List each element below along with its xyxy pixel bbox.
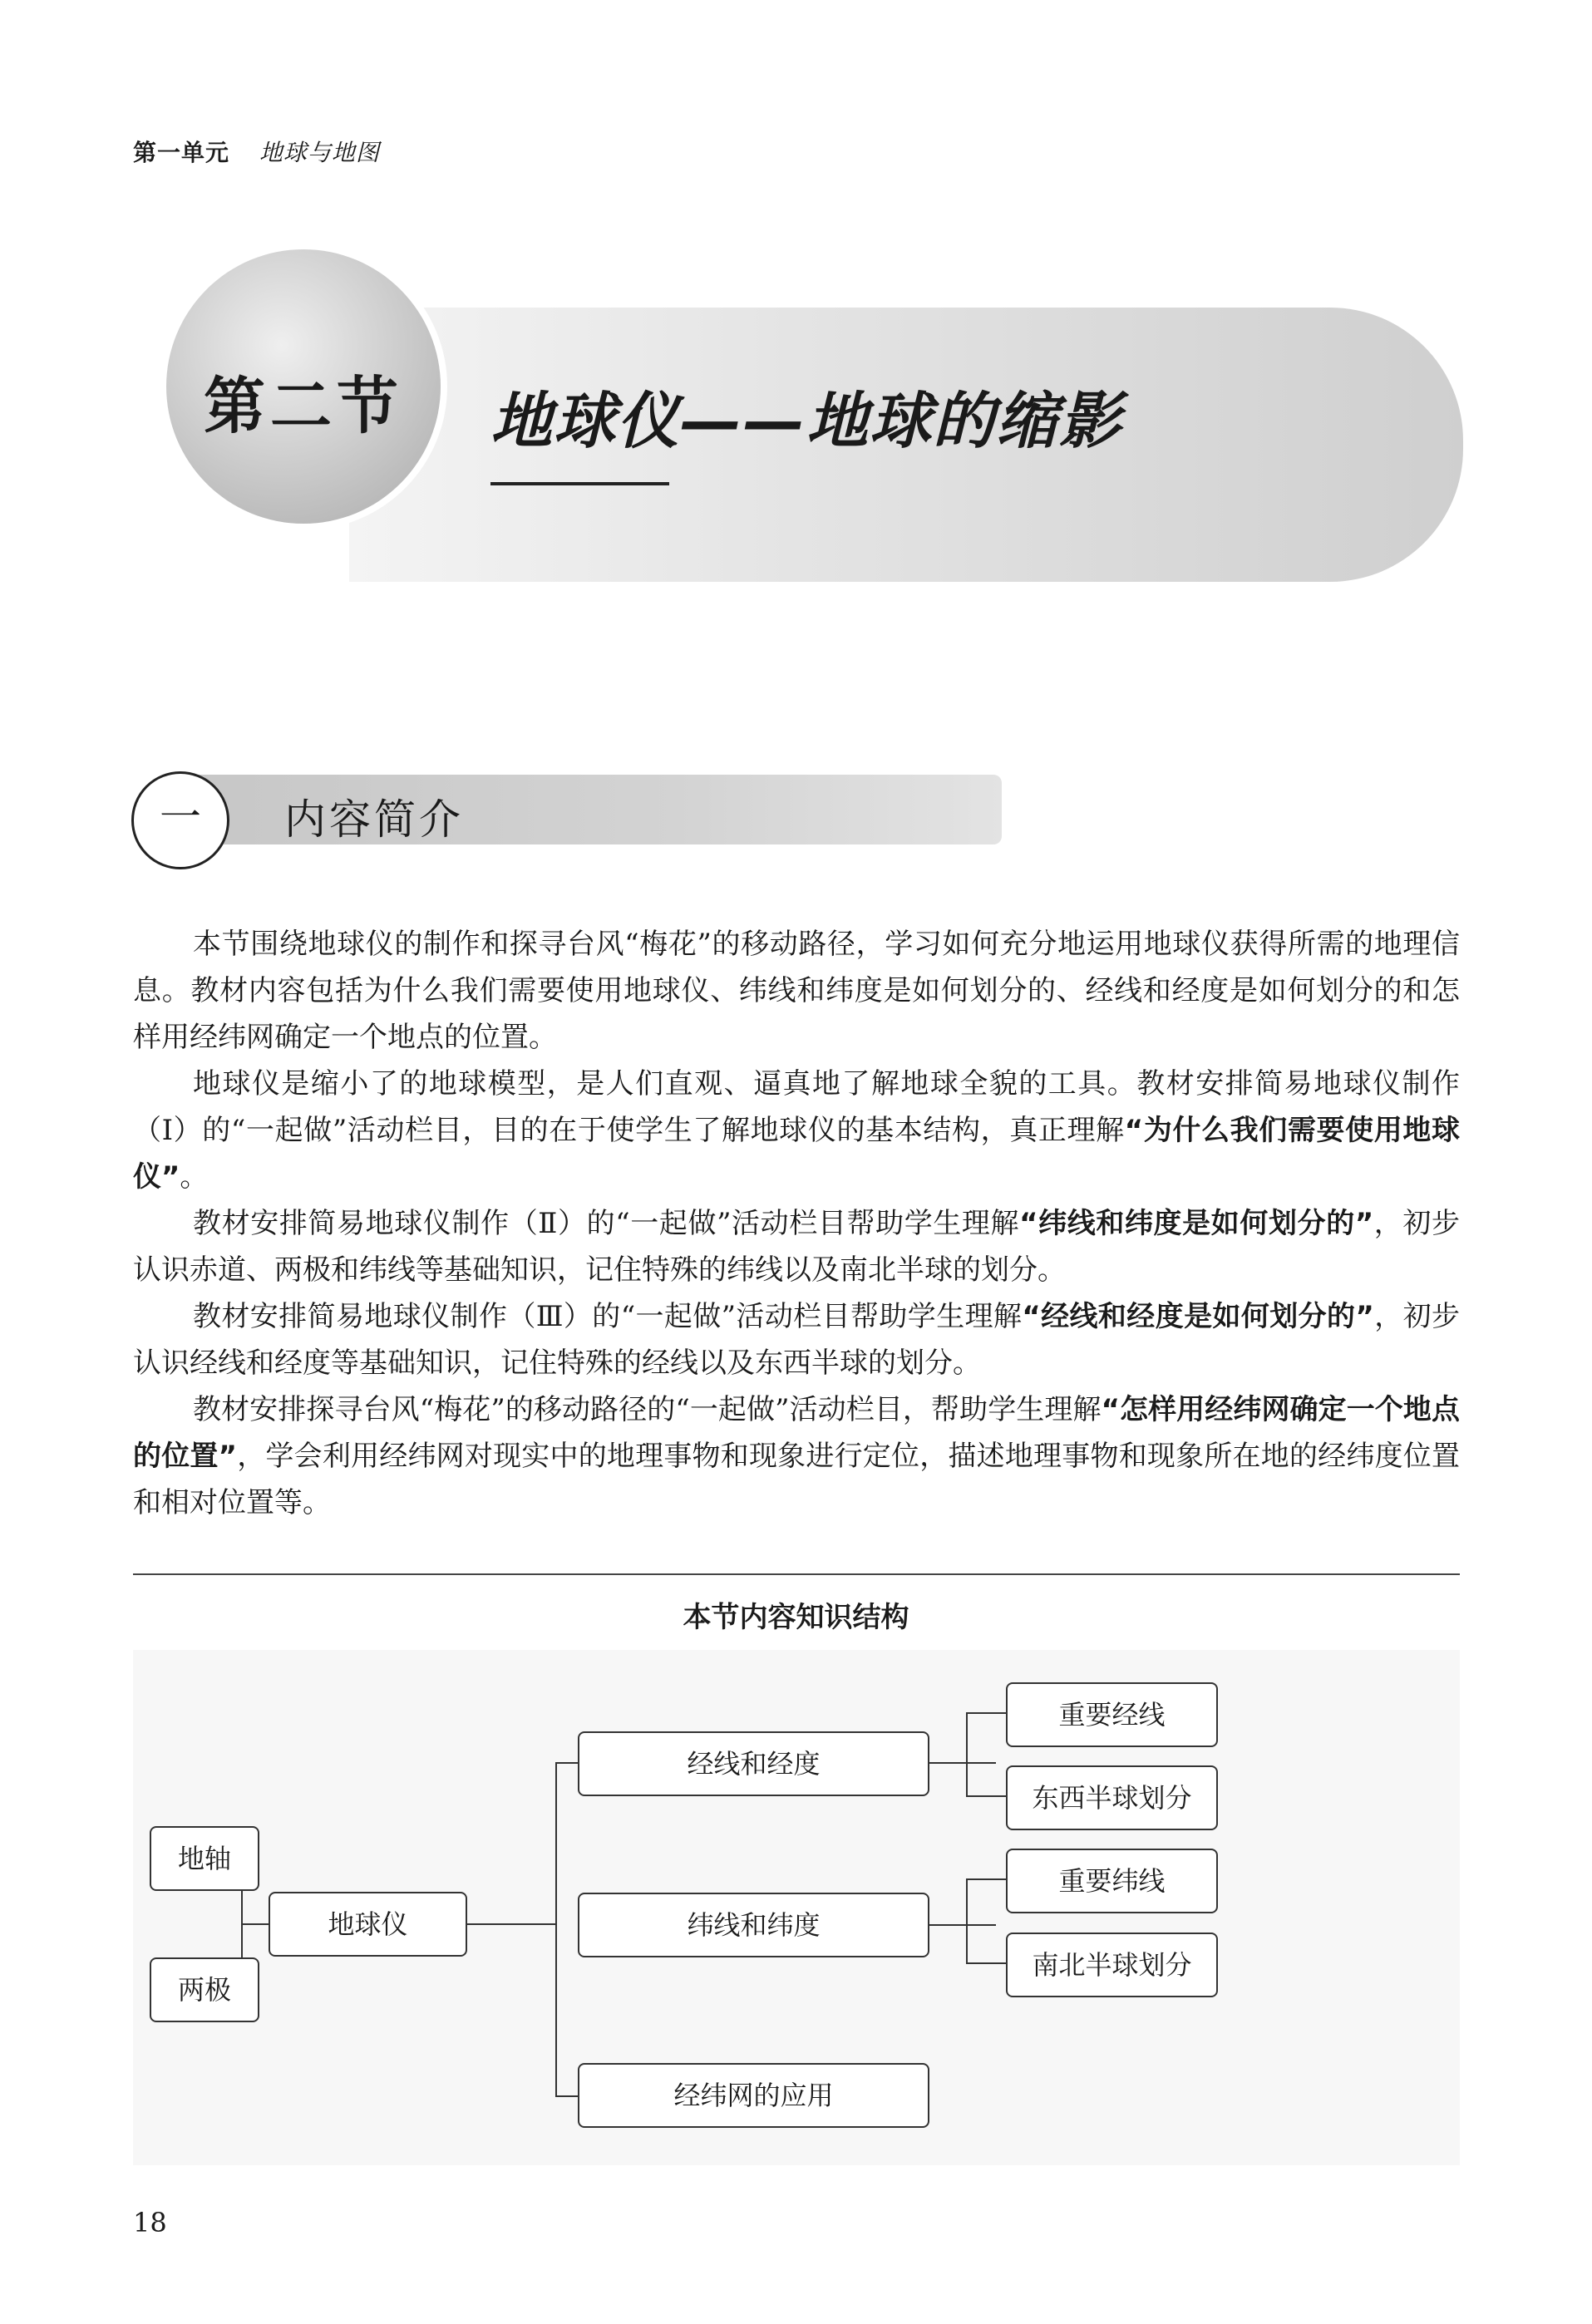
unit-topic: 地球与地图 xyxy=(259,139,380,166)
key-phrase: “经线和经度是如何划分的” xyxy=(1022,1300,1374,1333)
section-divider xyxy=(133,1573,1460,1575)
node-grid-application: 经纬网的应用 xyxy=(578,2063,929,2128)
connector xyxy=(555,2095,578,2097)
connector xyxy=(966,1878,1006,1880)
section-label: 第二节 xyxy=(204,371,403,442)
key-phrase: “为什么我们需要使用地球仪” xyxy=(133,1114,1460,1194)
node-parallels-latitude: 纬线和纬度 xyxy=(578,1893,929,1957)
section-title: 地球仪——地球的缩影 xyxy=(490,386,1122,457)
connector xyxy=(966,1878,968,1964)
key-phrase: “怎样用经纬网确定一个地点的位置” xyxy=(133,1393,1460,1473)
paragraph xyxy=(133,1200,1460,1293)
text-run: 教材安排简易地球仪制作（Ⅲ）的“一起做”活动栏目帮助学生理解 xyxy=(193,1300,1023,1333)
title-underline xyxy=(490,482,669,485)
content-heading-number: 一 xyxy=(131,771,229,869)
paragraph xyxy=(133,921,1460,1061)
connector xyxy=(242,1923,269,1925)
text-run: 教材安排探寻台风“梅花”的移动路径的“一起做”活动栏目，帮助学生理解 xyxy=(193,1393,1102,1426)
text-run: ，初步认识经线和经度等基础知识，记住特殊的经线以及东西半球的划分。 xyxy=(133,1300,1460,1380)
paragraph xyxy=(133,1293,1460,1386)
connector xyxy=(966,1962,1006,1964)
paragraph xyxy=(133,1386,1460,1526)
text-run: ，初步认识赤道、两极和纬线等基础知识，记住特殊的纬线以及南北半球的划分。 xyxy=(133,1207,1460,1287)
text-run: 本节围绕地球仪的制作和探寻台风“梅花”的移动路径，学习如何充分地运用地球仪获得所需的地理信息。教材内容包括为什么我们需要使用地球仪、纬线和纬度是如何划分的、经线和经度是如何划分的和怎样用经纬网确定一个地点的位置。 xyxy=(133,928,1460,1054)
node-east-west-hemispheres: 东西半球划分 xyxy=(1006,1765,1218,1830)
connector xyxy=(966,1712,1006,1714)
unit-label: 第一单元 xyxy=(133,139,230,166)
introduction-text xyxy=(133,921,1460,1526)
connector xyxy=(966,1712,968,1796)
knowledge-structure-diagram xyxy=(133,1650,1460,2165)
connector xyxy=(555,1762,578,1764)
connector xyxy=(966,1795,1006,1797)
content-heading-title: 内容简介 xyxy=(284,795,464,844)
text-run: 教材安排简易地球仪制作（Ⅱ）的“一起做”活动栏目帮助学生理解 xyxy=(193,1207,1020,1240)
node-north-south-hemispheres: 南北半球划分 xyxy=(1006,1933,1218,1997)
paragraph xyxy=(133,1061,1460,1200)
node-globe: 地球仪 xyxy=(269,1892,467,1957)
connector xyxy=(467,1923,557,1925)
connector xyxy=(929,1762,996,1764)
key-phrase: “纬线和纬度是如何划分的” xyxy=(1019,1207,1374,1240)
text-run: ，学会利用经纬网对现实中的地理事物和现象进行定位，描述地理事物和现象所在地的经纬度位置和相对位置等。 xyxy=(133,1440,1460,1519)
text-run: 。 xyxy=(180,1160,209,1194)
node-earth-axis: 地轴 xyxy=(150,1826,259,1891)
diagram-title: 本节内容知识结构 xyxy=(683,1601,909,1634)
node-meridians-longitude: 经线和经度 xyxy=(578,1731,929,1796)
page-number: 18 xyxy=(133,2207,167,2238)
connector xyxy=(929,1924,996,1926)
node-poles: 两极 xyxy=(150,1957,259,2022)
running-head xyxy=(133,135,380,168)
text-run: 地球仪是缩小了的地球模型，是人们直观、逼真地了解地球全貌的工具。教材安排简易地球仪制作（Ⅰ）的“一起做”活动栏目，目的在于使学生了解地球仪的基本结构，真正理解 xyxy=(133,1067,1460,1147)
connector xyxy=(555,1762,557,2097)
node-important-parallels: 重要纬线 xyxy=(1006,1849,1218,1913)
node-important-meridians: 重要经线 xyxy=(1006,1682,1218,1747)
